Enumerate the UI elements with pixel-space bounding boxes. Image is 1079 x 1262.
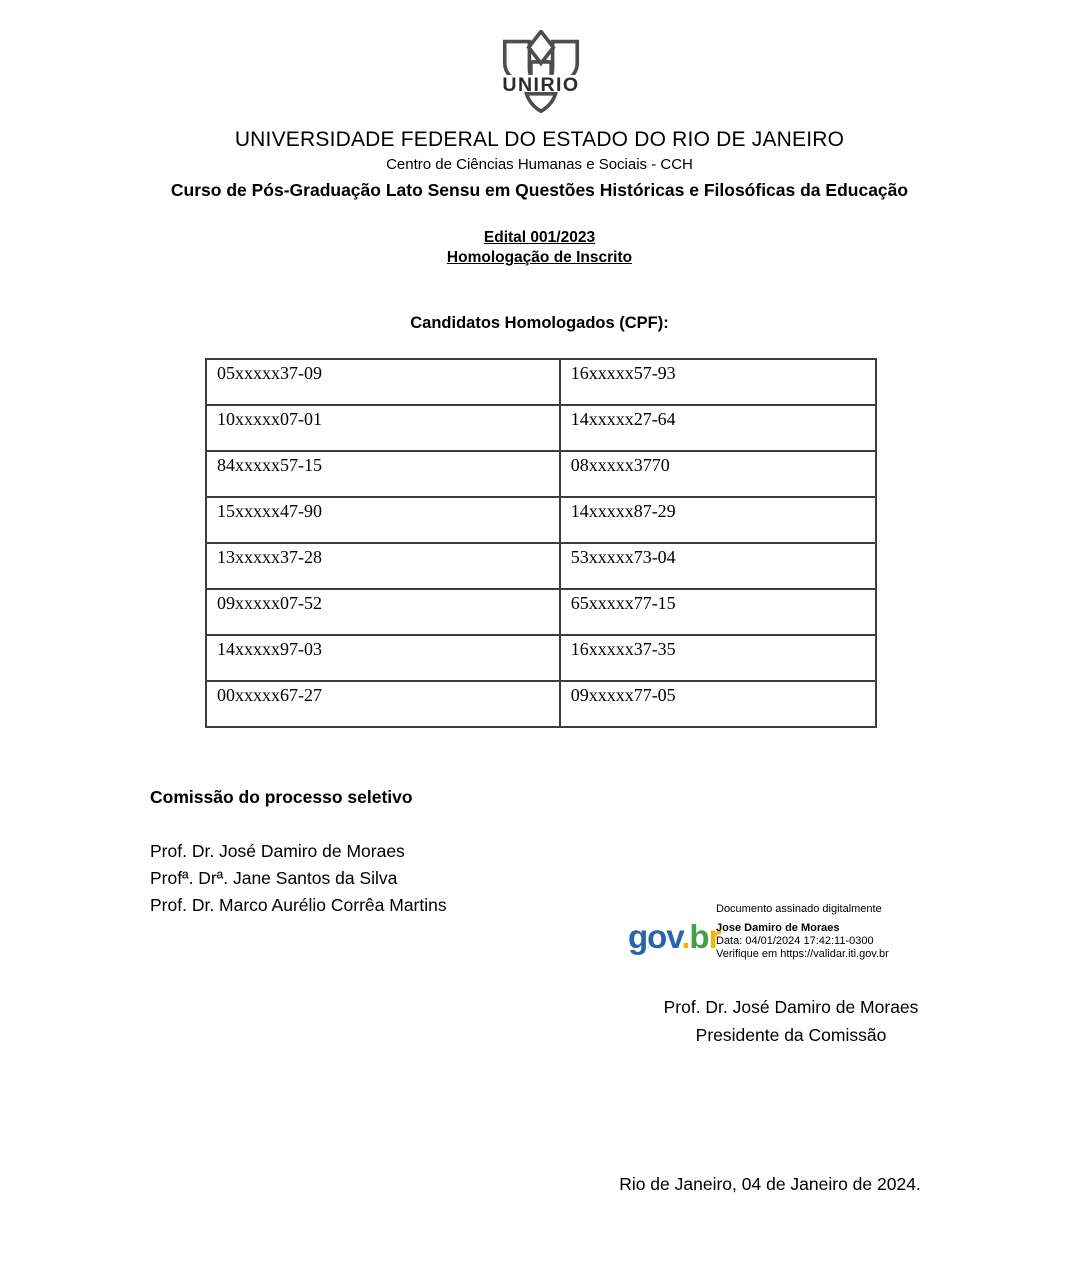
table-row bbox=[206, 635, 876, 681]
govbr-logo-dot: . bbox=[681, 918, 690, 955]
signer-name: Prof. Dr. José Damiro de Moraes bbox=[663, 997, 919, 1017]
table-row bbox=[206, 681, 876, 727]
unirio-logo-text: UNIRIO bbox=[502, 73, 580, 96]
govbr-logo bbox=[628, 914, 721, 960]
signature-status: Documento assinado digitalmente bbox=[716, 903, 882, 915]
unirio-emblem-icon bbox=[483, 30, 599, 117]
table-caption: Candidatos Homologados (CPF): bbox=[410, 314, 669, 332]
signer-role: Presidente da Comissão bbox=[695, 1025, 887, 1045]
cpf-cell: 16xxxxx57-93 bbox=[560, 359, 876, 405]
university-name: UNIVERSIDADE FEDERAL DO ESTADO DO RIO DE JANEIRO bbox=[234, 128, 845, 151]
table-row bbox=[206, 497, 876, 543]
cpf-cell: 15xxxxx47-90 bbox=[206, 497, 560, 543]
cpf-cell: 14xxxxx97-03 bbox=[206, 635, 560, 681]
cpf-cell: 05xxxxx37-09 bbox=[206, 359, 560, 405]
committee-members bbox=[150, 838, 447, 919]
table-row bbox=[206, 543, 876, 589]
cpf-table-container bbox=[205, 358, 877, 728]
table-row bbox=[206, 359, 876, 405]
committee-member: Profª. Drª. Jane Santos da Silva bbox=[150, 868, 398, 888]
edital-number: Edital 001/2023 bbox=[483, 229, 596, 246]
center-name: Centro de Ciências Humanas e Sociais - CCH bbox=[386, 156, 693, 173]
cpf-cell: 65xxxxx77-15 bbox=[560, 589, 876, 635]
signer-block bbox=[650, 993, 932, 1049]
cpf-cell: 84xxxxx57-15 bbox=[206, 451, 560, 497]
govbr-logo-b: b bbox=[689, 918, 709, 955]
signature-date: Data: 04/01/2024 17:42:11-0300 bbox=[716, 935, 874, 947]
document-date: Rio de Janeiro, 04 de Janeiro de 2024. bbox=[619, 1174, 921, 1194]
committee-member: Prof. Dr. José Damiro de Moraes bbox=[150, 841, 405, 861]
committee-heading: Comissão do processo seletivo bbox=[150, 787, 413, 807]
govbr-logo-r: r bbox=[708, 918, 721, 955]
cpf-cell: 14xxxxx87-29 bbox=[560, 497, 876, 543]
cpf-cell: 16xxxxx37-35 bbox=[560, 635, 876, 681]
course-name: Curso de Pós-Graduação Lato Sensu em Questões Históricas e Filosóficas da Educação bbox=[170, 180, 909, 200]
cpf-cell: 08xxxxx3770 bbox=[560, 451, 876, 497]
cpf-cell: 09xxxxx77-05 bbox=[560, 681, 876, 727]
unirio-logo bbox=[483, 30, 599, 117]
table-row bbox=[206, 451, 876, 497]
govbr-logo-gov: gov bbox=[628, 918, 682, 955]
cpf-cell: 09xxxxx07-52 bbox=[206, 589, 560, 635]
cpf-cell: 10xxxxx07-01 bbox=[206, 405, 560, 451]
signature-verify: Verifique em https://validar.iti.gov.br bbox=[716, 948, 889, 960]
cpf-cell: 00xxxxx67-27 bbox=[206, 681, 560, 727]
cpf-table bbox=[205, 358, 877, 728]
cpf-cell: 14xxxxx27-64 bbox=[560, 405, 876, 451]
signature-signer: Jose Damiro de Moraes bbox=[716, 922, 840, 934]
table-row bbox=[206, 589, 876, 635]
cpf-cell: 13xxxxx37-28 bbox=[206, 543, 560, 589]
cpf-cell: 53xxxxx73-04 bbox=[560, 543, 876, 589]
committee-member: Prof. Dr. Marco Aurélio Corrêa Martins bbox=[150, 895, 447, 915]
table-row bbox=[206, 405, 876, 451]
edital-subtitle: Homologação de Inscrito bbox=[446, 249, 633, 266]
signature-stamp bbox=[716, 903, 966, 961]
